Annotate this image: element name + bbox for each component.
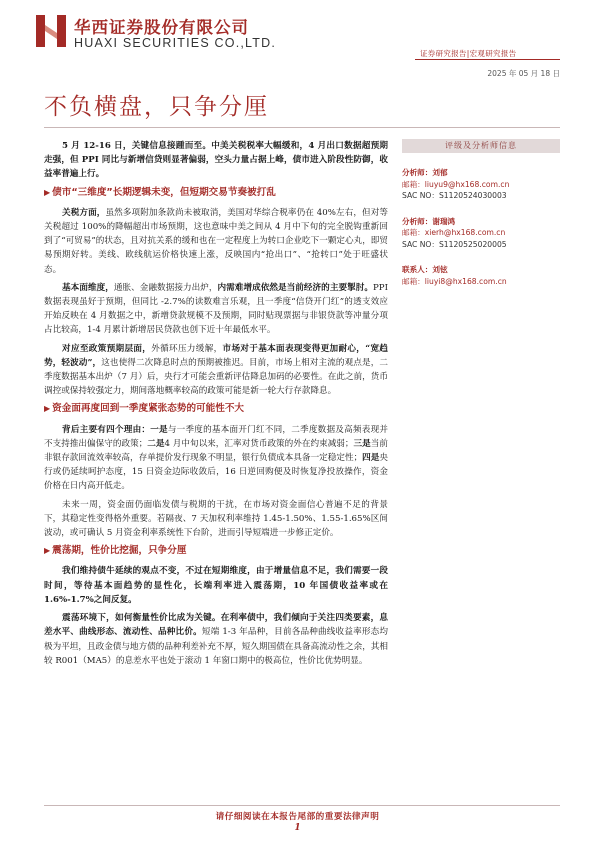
company-name-cn: 华西证券股份有限公司 — [74, 18, 249, 37]
header-divider — [415, 59, 560, 60]
analyst-card — [402, 167, 560, 202]
company-name-en: HUAXI SECURITIES CO.,LTD. — [74, 36, 277, 50]
analyst-email[interactable]: 邮箱：xierh@hx168.com.cn — [402, 228, 506, 237]
analyst-sac: SAC NO：S1120525020005 — [402, 239, 507, 249]
triangle-bullet-icon: ▶ — [44, 546, 51, 556]
analyst-card — [402, 216, 560, 251]
analyst-name: 谢瑞鸿 — [432, 216, 456, 226]
paragraph: 震荡环境下，如何衡量性价比成为关键。在利率债中，我们倾向于关注四类要素，息差水平、曲线形态、流动性、品种比价。短端 1-3 年品种，目前各品种曲线收益率形态均极为平坦，且政金债与地方债的品种利差补充不厚，短久期国债在具备高流动性之余，其相较 R001（MA5）的息差水平也处于滚动 1 年窗口期中的极高位，性价比优势明显。 — [44, 613, 388, 666]
analyst-role: 分析师：谢瑞鸿 — [402, 216, 456, 226]
title-divider — [44, 127, 560, 128]
analyst-email[interactable]: 邮箱：liuyu9@hx168.com.cn — [402, 179, 510, 189]
paragraph: 未来一周，资金面仍面临发债与税期的干扰，在市场对资金面信心普遍不足的背景下，其稳定性变得格外重要。若隔夜、7 天加权利率维持 1.45-1.50%、1.55-1.65%区间波动，或可确认 5 月资金利率系统性下台阶，进而引导短端进一步修正定价。 — [44, 499, 388, 539]
analyst-name: 刘铉 — [432, 265, 448, 274]
triangle-bullet-icon: ▶ — [44, 187, 51, 197]
paragraph: 我们维持债牛延续的观点不变，不过在短期维度，由于增量信息不足，我们需要一段时间，等待基本面趋势的显性化，长端利率进入震荡期，10 年国债收益率或在 1.6%-1.7%之间反复。 — [44, 566, 388, 605]
page-title: 不负横盘，只争分厘 — [44, 94, 269, 120]
analyst-sidebar — [402, 139, 560, 287]
paragraph: 基本面维度，通胀、金融数据接力出炉，内需难增成依然是当前经济的主要掣肘。PPI 数据表现虽好于预期，但同比 -2.7%的读数难言乐观，且一季度“信贷开门红”的透支效应开始反映在 4 月数据之中，新增贷款规模不及预期，同时贴现票据与非银贷款等冲量分项占比较高，1-4 月累计新增居民贷款也创下近十年最低水平。 — [44, 282, 388, 336]
page-number: 1 — [294, 823, 301, 833]
report-type: 证券研究报告|宏观研究报告 — [420, 49, 517, 58]
paragraph: 关税方面，虽然多项附加条款尚未被取消，美国对华综合税率仍在 40%左右，但对等关税超过 100%的降幅超出市场预期，这也意味中美之间从 4 月中下旬的完全脱钩重新回到了“可贸易”的状态，且对抗关系的缓和也在一定程度上为转口企业吃下一颗定心丸，即贸易预期好转。美线、欧线航运价格快速上涨，反映国内“抢出口”、“抢转口”处于旺盛状态。 — [44, 207, 388, 275]
section-heading: ▶ 震荡期，性价比挖掘，只争分厘 — [44, 545, 187, 557]
paragraph: 背后主要有四个理由：一是与一季度的基本面开门红不同，二季度数据及高频表现并不支持推出偏保守的政策；二是4 月中旬以来，汇率对货币政策的外在约束减弱；三是当前非银存款回流效率较高，存单提价发行现象不明显，银行负债成本具备一定稳定性；四是央行或仍延续呵护态度，15 日资金边际收敛后，16 日逆回购便及时恢复净投放操作，资金价格在日内高开低走。 — [44, 424, 388, 492]
analyst-sac: SAC NO：S1120524030003 — [402, 191, 507, 200]
footer-divider — [44, 805, 560, 806]
section-heading: ▶ 债市“三维度”长期逻辑未变，但短期交易节奏被打乱 — [44, 186, 276, 198]
analyst-role: 分析师：刘郁 — [402, 168, 448, 177]
analyst-name: 刘郁 — [432, 168, 448, 177]
analyst-role: 联系人：刘铉 — [402, 265, 448, 274]
triangle-bullet-icon: ▶ — [44, 404, 51, 414]
legal-disclaimer: 请仔细阅读在本报告尾部的重要法律声明 — [215, 812, 380, 822]
lead-paragraph: 5 月 12-16 日，关键信息接踵而至。中美关税税率大幅缓和，4 月出口数据超预期走强，但 PPI 同比与新增信贷则显著偏弱，空头力量占据上峰，债市进入阶段性防御，收益率普遍上行。 — [44, 141, 388, 180]
report-date: 2025 年 05 月 18 日 — [487, 69, 560, 78]
huaxi-logo-icon — [36, 15, 66, 47]
section-heading: ▶ 资金面再度回到一季度紧张态势的可能性不大 — [44, 403, 245, 415]
main-column — [44, 139, 388, 672]
sidebar-heading: 评级及分析师信息 — [402, 139, 560, 153]
analyst-card — [402, 264, 560, 287]
paragraph: 对应至政策预期层面，外循环压力缓解，市场对于基本面表现变得更加耐心，“宽趋势，轻波动”，这也使得二次降息时点的预期被推迟。目前，市场上相对主流的观点是，二季度数据基本出炉（7 月）后，央行才可能会重新评估降息加码的必要性。在此之前，货币调控或保持较强定力，期间落地概率较高的政策可能是新一轮大行存款降息。 — [44, 343, 388, 397]
analyst-email[interactable]: 邮箱：liuyi8@hx168.com.cn — [402, 276, 507, 286]
